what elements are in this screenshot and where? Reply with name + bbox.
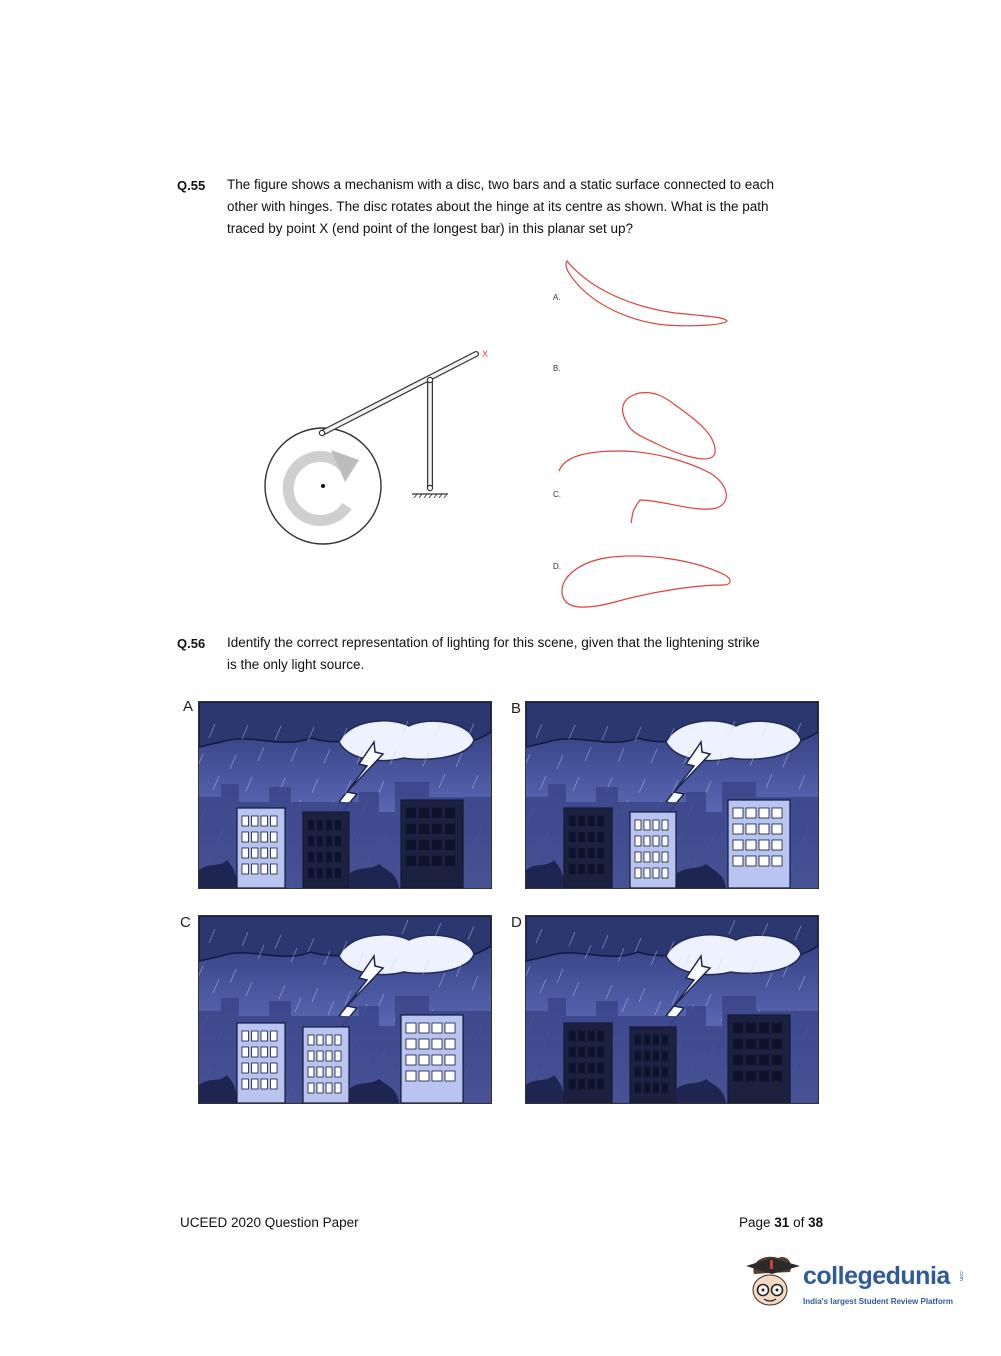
window	[419, 1055, 429, 1065]
window	[653, 1035, 659, 1045]
scene-panel-c[interactable]	[198, 915, 492, 1104]
window	[242, 1079, 249, 1089]
footer-title: UCEED 2020 Question Paper	[180, 1215, 359, 1230]
scene-illustration	[199, 702, 491, 888]
window	[252, 832, 259, 842]
window	[733, 824, 743, 834]
window	[317, 1051, 323, 1061]
window	[635, 820, 641, 830]
window	[406, 856, 416, 866]
window	[746, 808, 756, 818]
window	[308, 1051, 314, 1061]
window	[598, 1031, 605, 1041]
window	[261, 1079, 268, 1089]
window	[653, 852, 659, 862]
window	[644, 820, 650, 830]
window	[261, 1063, 268, 1073]
option-label-d: D.	[553, 562, 561, 571]
window	[242, 1063, 249, 1073]
window	[588, 1063, 595, 1073]
window	[252, 848, 259, 858]
window	[406, 1071, 416, 1081]
window	[335, 1067, 341, 1077]
question-number: Q.55	[177, 178, 206, 193]
window	[635, 1035, 641, 1045]
window	[733, 808, 743, 818]
window	[445, 1023, 455, 1033]
window	[733, 840, 743, 850]
window	[598, 1063, 605, 1073]
mascot-logo-icon	[742, 1252, 802, 1314]
window	[252, 816, 259, 826]
window	[759, 840, 769, 850]
disc-center	[321, 484, 325, 488]
question-number: Q.56	[177, 636, 206, 651]
mechanism-figure	[255, 340, 505, 555]
window	[271, 848, 278, 858]
window	[432, 1039, 442, 1049]
window	[308, 1083, 314, 1093]
window	[335, 1051, 341, 1061]
window	[772, 840, 782, 850]
window	[445, 808, 455, 818]
lit-cloud	[339, 935, 474, 975]
page-total: 38	[808, 1215, 824, 1230]
window	[261, 832, 268, 842]
window	[271, 1047, 278, 1057]
window	[759, 1023, 769, 1033]
window	[406, 840, 416, 850]
window	[653, 868, 659, 878]
ground-hatch	[414, 494, 447, 498]
window	[733, 1071, 743, 1081]
window	[445, 1055, 455, 1065]
path-option-b[interactable]	[623, 393, 716, 459]
window	[317, 820, 323, 830]
window	[261, 1047, 268, 1057]
page-prefix: Page	[739, 1215, 775, 1230]
window	[569, 1079, 576, 1089]
question-text	[227, 632, 827, 676]
window	[598, 816, 605, 826]
window	[759, 1071, 769, 1081]
window	[432, 856, 442, 866]
window	[662, 1083, 668, 1093]
option-paths	[545, 255, 745, 615]
window	[598, 864, 605, 874]
question-line: The figure shows a mechanism with a disc, two bars and a static surface connected to each	[227, 177, 775, 192]
window	[733, 1055, 743, 1065]
window	[579, 864, 586, 874]
lit-cloud	[339, 721, 474, 761]
window	[242, 1031, 249, 1041]
window	[406, 808, 416, 818]
window	[242, 816, 249, 826]
window	[772, 1055, 782, 1065]
window	[326, 836, 332, 846]
window	[662, 1051, 668, 1061]
window	[335, 1083, 341, 1093]
question-line: Identify the correct representation of lighting for this scene, given that the lightening strike	[227, 635, 760, 650]
window	[317, 836, 323, 846]
window	[335, 836, 341, 846]
window	[335, 868, 341, 878]
window	[432, 808, 442, 818]
window	[579, 848, 586, 858]
lit-cloud	[666, 935, 801, 975]
window	[335, 820, 341, 830]
window	[308, 1035, 314, 1045]
point-x-label: X	[482, 349, 489, 359]
window	[308, 852, 314, 862]
window	[579, 1063, 586, 1073]
window	[588, 816, 595, 826]
scene-panel-b[interactable]	[525, 701, 819, 889]
window	[662, 868, 668, 878]
hinge	[319, 430, 324, 435]
window	[252, 864, 259, 874]
window	[242, 1047, 249, 1057]
window	[261, 864, 268, 874]
window	[662, 836, 668, 846]
panel-label-a: A	[183, 698, 194, 715]
brand-name: collegedunia	[803, 1262, 950, 1290]
window	[653, 1083, 659, 1093]
window	[662, 852, 668, 862]
window	[432, 1055, 442, 1065]
window	[432, 1023, 442, 1033]
question-line: other with hinges. The disc rotates about the hinge at its centre as shown. What is the path	[227, 199, 769, 214]
window	[308, 868, 314, 878]
scene-panel-d[interactable]	[525, 915, 819, 1104]
window	[759, 808, 769, 818]
window	[242, 864, 249, 874]
window	[445, 856, 455, 866]
window	[326, 1083, 332, 1093]
hinge	[427, 485, 432, 490]
window	[579, 816, 586, 826]
question-line: is the only light source.	[227, 657, 365, 672]
window	[746, 824, 756, 834]
window	[759, 1055, 769, 1065]
window	[662, 1067, 668, 1077]
scene-illustration	[526, 916, 818, 1103]
window	[252, 1031, 259, 1041]
window	[635, 1051, 641, 1061]
window	[326, 868, 332, 878]
window	[326, 1067, 332, 1077]
scene-illustration	[526, 702, 818, 888]
window	[317, 1083, 323, 1093]
window	[644, 1035, 650, 1045]
window	[635, 1067, 641, 1077]
window	[445, 824, 455, 834]
window	[746, 1023, 756, 1033]
window	[653, 1051, 659, 1061]
window	[588, 848, 595, 858]
long-bar-fill	[322, 354, 476, 433]
window	[635, 868, 641, 878]
window	[579, 1031, 586, 1041]
window	[579, 1047, 586, 1057]
window	[644, 1051, 650, 1061]
window	[261, 816, 268, 826]
window	[445, 1039, 455, 1049]
window	[271, 864, 278, 874]
window	[242, 832, 249, 842]
option-label-c: C.	[553, 490, 561, 499]
window	[772, 808, 782, 818]
window	[261, 1031, 268, 1041]
window	[308, 836, 314, 846]
window	[271, 1063, 278, 1073]
scene-panel-a[interactable]	[198, 701, 492, 889]
window	[644, 852, 650, 862]
window	[252, 1063, 259, 1073]
window	[432, 840, 442, 850]
window	[635, 1083, 641, 1093]
window	[662, 820, 668, 830]
window	[317, 1035, 323, 1045]
window	[569, 816, 576, 826]
window	[406, 1055, 416, 1065]
scene-illustration	[199, 916, 491, 1103]
option-label-a: A.	[553, 293, 561, 302]
window	[579, 832, 586, 842]
question-line: traced by point X (end point of the longest bar) in this planar set up?	[227, 221, 634, 236]
window	[662, 1035, 668, 1045]
window	[317, 852, 323, 862]
window	[772, 1023, 782, 1033]
window	[635, 836, 641, 846]
window	[406, 824, 416, 834]
window	[406, 1039, 416, 1049]
lit-cloud	[666, 721, 801, 761]
window	[588, 1047, 595, 1057]
window	[635, 852, 641, 862]
window	[644, 1067, 650, 1077]
window	[746, 1071, 756, 1081]
window	[644, 836, 650, 846]
window	[569, 864, 576, 874]
window	[317, 1067, 323, 1077]
window	[308, 1067, 314, 1077]
window	[588, 1031, 595, 1041]
window	[432, 1071, 442, 1081]
window	[772, 856, 782, 866]
window	[746, 1055, 756, 1065]
window	[406, 1023, 416, 1033]
window	[598, 848, 605, 858]
window	[644, 868, 650, 878]
window	[326, 1051, 332, 1061]
window	[569, 1063, 576, 1073]
window	[746, 856, 756, 866]
window	[317, 868, 323, 878]
window	[746, 1039, 756, 1049]
window	[759, 1039, 769, 1049]
window	[252, 1079, 259, 1089]
window	[326, 820, 332, 830]
window	[419, 856, 429, 866]
question-text	[227, 174, 827, 240]
window	[759, 824, 769, 834]
window	[432, 824, 442, 834]
window	[644, 1083, 650, 1093]
page-current: 31	[774, 1215, 790, 1230]
page-number	[739, 1215, 823, 1230]
window	[419, 1039, 429, 1049]
option-label-b: B.	[553, 364, 561, 373]
brand-suffix: .com	[958, 1270, 964, 1281]
window	[569, 1031, 576, 1041]
window	[335, 852, 341, 862]
panel-label-d: D	[511, 914, 522, 931]
window	[653, 836, 659, 846]
window	[579, 1079, 586, 1089]
window	[252, 1047, 259, 1057]
window	[271, 816, 278, 826]
window	[588, 832, 595, 842]
window	[419, 840, 429, 850]
window	[772, 1039, 782, 1049]
path-option-a[interactable]	[566, 261, 727, 326]
window	[598, 832, 605, 842]
window	[335, 1035, 341, 1045]
window	[733, 856, 743, 866]
window	[419, 1071, 429, 1081]
window	[326, 1035, 332, 1045]
window	[308, 820, 314, 830]
window	[653, 820, 659, 830]
window	[746, 840, 756, 850]
window	[445, 1071, 455, 1081]
window	[569, 848, 576, 858]
window	[569, 832, 576, 842]
window	[598, 1079, 605, 1089]
path-option-c[interactable]	[559, 451, 726, 523]
page-of: of	[789, 1215, 809, 1230]
window	[733, 1023, 743, 1033]
window	[419, 824, 429, 834]
window	[445, 840, 455, 850]
window	[733, 1039, 743, 1049]
window	[242, 848, 249, 858]
window	[588, 864, 595, 874]
window	[419, 1023, 429, 1033]
panel-label-c: C	[180, 914, 191, 931]
hinge	[427, 377, 432, 382]
window	[588, 1079, 595, 1089]
window	[271, 832, 278, 842]
window	[772, 824, 782, 834]
window	[271, 1031, 278, 1041]
window	[772, 1071, 782, 1081]
window	[759, 856, 769, 866]
path-option-d[interactable]	[562, 556, 730, 607]
window	[271, 1079, 278, 1089]
window	[326, 852, 332, 862]
panel-label-b: B	[511, 700, 522, 717]
window	[598, 1047, 605, 1057]
window	[569, 1047, 576, 1057]
window	[653, 1067, 659, 1077]
window	[419, 808, 429, 818]
brand-tagline: India's largest Student Review Platform	[803, 1297, 953, 1306]
window	[261, 848, 268, 858]
